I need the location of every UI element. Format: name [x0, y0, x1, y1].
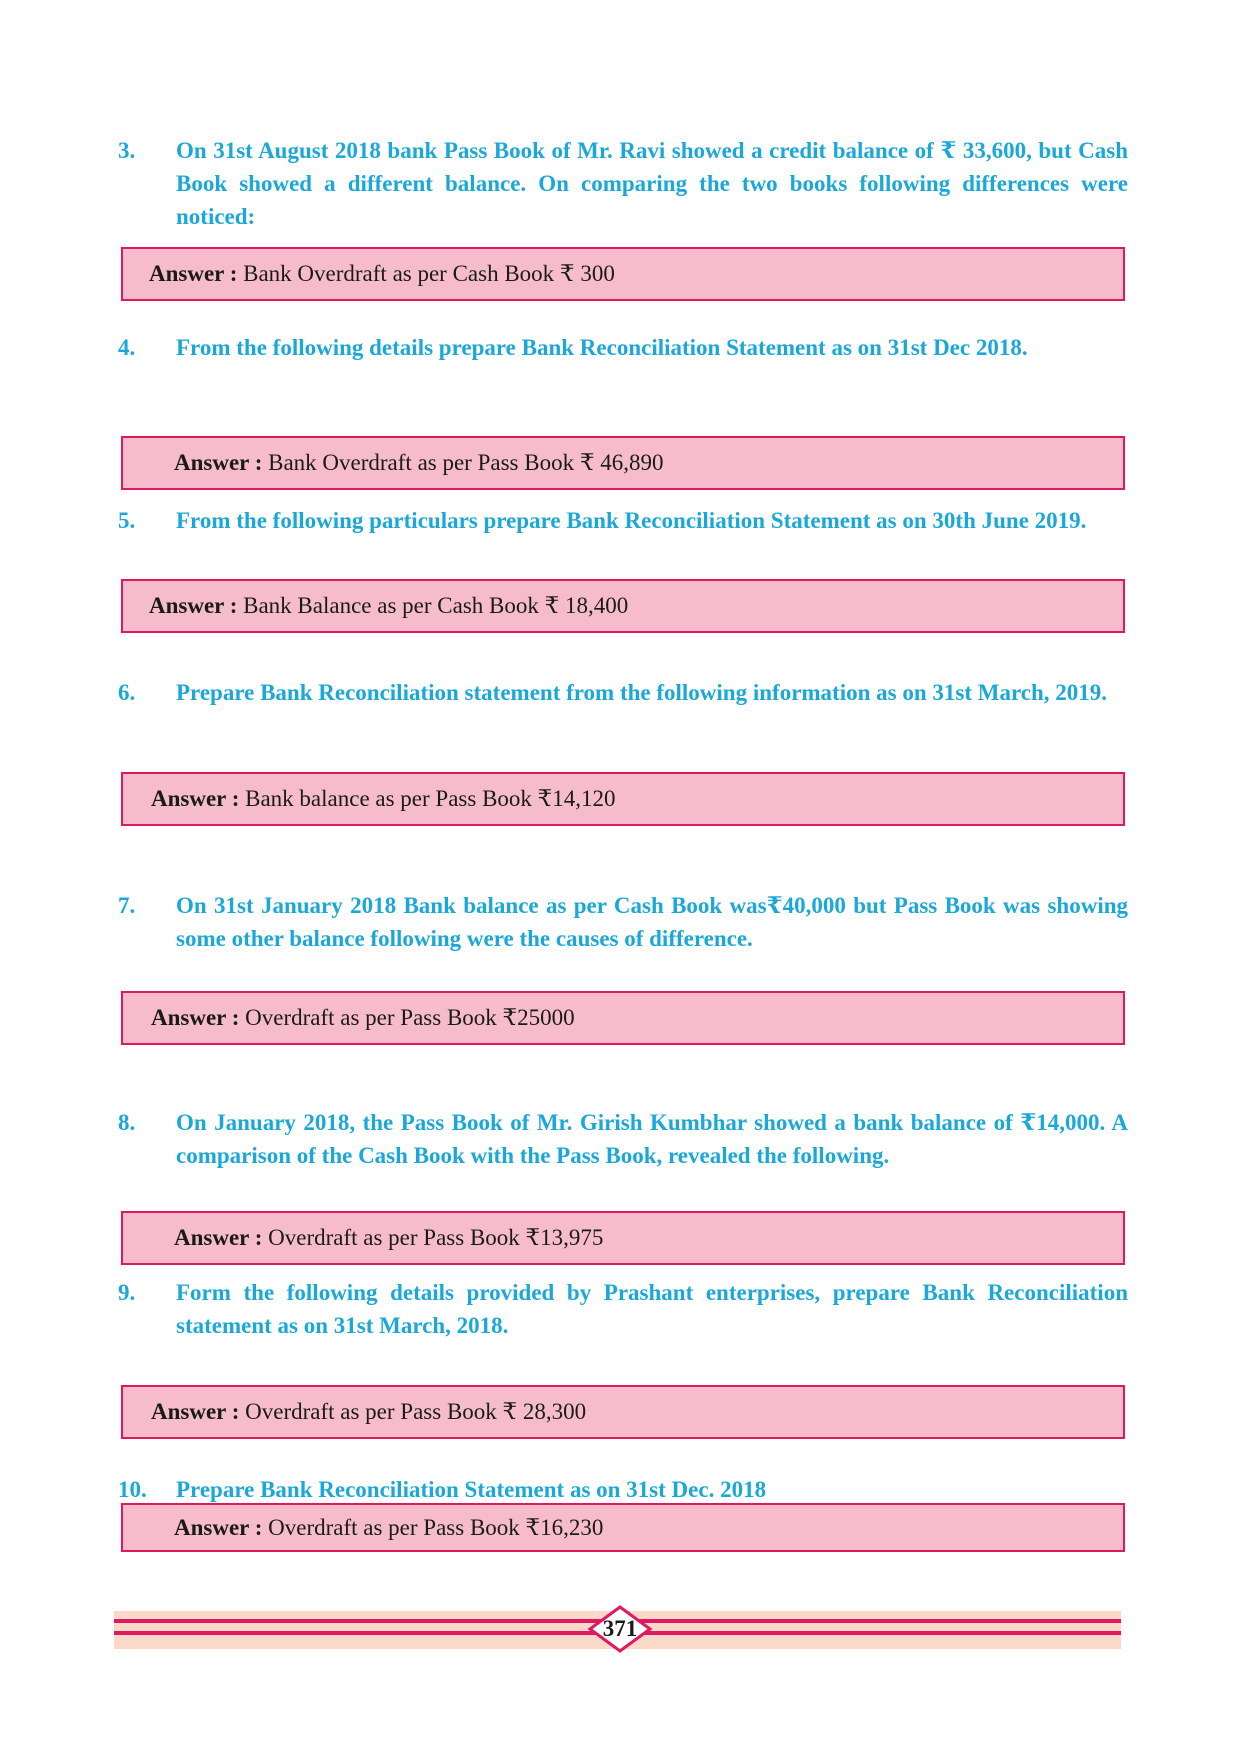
- answer-label: Answer :: [151, 1005, 240, 1030]
- question-number: 9.: [118, 1280, 136, 1305]
- answer-box-8: [121, 1211, 1125, 1265]
- question-number: 6.: [118, 680, 136, 705]
- answer-label: Answer :: [151, 1399, 240, 1424]
- answer-label: Answer :: [174, 1514, 263, 1540]
- question-5: [118, 504, 1128, 537]
- question-text: Prepare Bank Reconciliation statement from the following information as on 31st March, 2019.: [176, 680, 1108, 705]
- answer-box-10: [121, 1503, 1125, 1552]
- answer-text: Bank Balance as per Cash Book ₹ 18,400: [243, 593, 629, 618]
- answer-box-9: [121, 1385, 1125, 1439]
- question-number: 3.: [118, 138, 136, 163]
- question-number: 8.: [118, 1110, 136, 1135]
- question-text: Form the following details provided by Prashant enterprises, prepare Bank Reconciliation statement as on 31st March, 2018.: [176, 1280, 1128, 1338]
- question-9: [118, 1276, 1128, 1342]
- answer-box-6: [121, 772, 1125, 826]
- answer-box-5: [121, 579, 1125, 633]
- question-number: 4.: [118, 335, 136, 360]
- answer-text: Bank Overdraft as per Pass Book ₹ 46,890: [268, 450, 664, 475]
- answer-text: Overdraft as per Pass Book ₹25000: [245, 1005, 575, 1030]
- answer-text: Bank Overdraft as per Cash Book ₹ 300: [243, 261, 615, 286]
- answer-text: Bank balance as per Pass Book ₹14,120: [245, 786, 616, 811]
- question-number: 5.: [118, 508, 136, 533]
- question-number: 7.: [118, 893, 136, 918]
- answer-label: Answer :: [149, 261, 238, 286]
- question-text: From the following particulars prepare Bank Reconciliation Statement as on 30th June 2019.: [176, 508, 1087, 533]
- answer-text: Overdraft as per Pass Book ₹13,975: [268, 1225, 604, 1250]
- answer-box-3: [121, 247, 1125, 301]
- answer-label: Answer :: [149, 593, 238, 618]
- question-text: On 31st January 2018 Bank balance as per Cash Book was₹40,000 but Pass Book was showing some other balance following were the causes of difference.: [176, 893, 1128, 951]
- question-10: [118, 1473, 1128, 1506]
- question-3: [118, 134, 1128, 233]
- answer-label: Answer :: [174, 450, 263, 475]
- answer-box-7: [121, 991, 1125, 1045]
- question-4: [118, 331, 1128, 364]
- question-6: [118, 676, 1128, 709]
- answer-text: Overdraft as per Pass Book ₹16,230: [268, 1514, 604, 1540]
- question-7: [118, 889, 1128, 955]
- answer-text: Overdraft as per Pass Book ₹ 28,300: [245, 1399, 587, 1424]
- answer-box-4: [121, 436, 1125, 490]
- answer-label: Answer :: [174, 1225, 263, 1250]
- question-8: [118, 1106, 1128, 1172]
- question-text: From the following details prepare Bank Reconciliation Statement as on 31st Dec 2018.: [176, 335, 1028, 360]
- answer-label: Answer :: [151, 786, 240, 811]
- question-number: 10.: [118, 1477, 147, 1502]
- page-number: 371: [602, 1616, 638, 1641]
- question-text: On 31st August 2018 bank Pass Book of Mr. Ravi showed a credit balance of ₹ 33,600, but Cash Book showed a different balance. On comparing the two books following differences were noticed:: [176, 138, 1128, 229]
- question-text: Prepare Bank Reconciliation Statement as on 31st Dec. 2018: [176, 1477, 767, 1502]
- question-text: On January 2018, the Pass Book of Mr. Girish Kumbhar showed a bank balance of ₹14,000. A comparison of the Cash Book with the Pass Book, revealed the following.: [176, 1110, 1128, 1168]
